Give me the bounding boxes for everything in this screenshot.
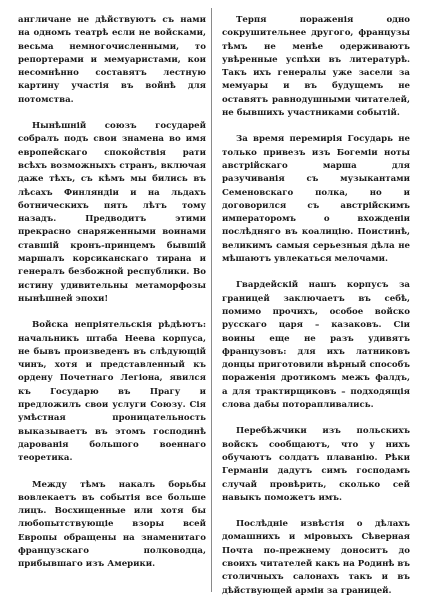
left-paragraph-3: Войска непріятельскія рѣдѣютъ: начальникъ штаба Неева корпуса, не бывъ произведенъ въ слѣдующій чинъ, хотя и представленный къ ордену Почетнаго Легіона, явился къ Государю въ Прагу и предложилъ свои услуги Союзу. Сія умѣстная проницательность выказываетъ въ этомъ господинѣ дарованія большого военнаго теоретика. bbox=[18, 320, 206, 464]
left-paragraph-2: Нынѣшній союзъ государей собралъ подъ свои знамена во имя европейскаго спокойствія рати всѣхъ возможныхъ странъ, включая даже тѣхъ, съ кѣмъ мы бились въ лѣсахъ Финляндіи и на льдахъ ботническихъ пять лѣтъ тому назадъ. Предводитъ этими прекрасно снаряженными воинами ставшій кронъ-принцемъ бывшій маршалъ корсиканскаго тирана и генералъ безбожной республики. Во истину удивительны метаморфозы нынѣшней эпохи! bbox=[18, 121, 206, 304]
left-paragraph-1: англичане не дѣйствуютъ съ нами на одномъ театрѣ если не войсками, весьма немногочисленными, то репортерами и мемуаристами, кои несомнѣнно составятъ лестную картину участія въ войнѣ для потомства. bbox=[18, 15, 206, 105]
right-paragraph-4: Перебѣжчики изъ польскихъ войскъ сообщаютъ, что у нихъ обучаютъ солдатъ плаванію. Рѣки Германіи дадутъ симъ господамъ случай провѣрить, сколько сей навыкъ поможетъ имъ. bbox=[222, 426, 410, 503]
left-paragraph-4: Между тѣмъ накалъ борьбы вовлекаетъ въ событія все больше лицъ. Восхищенные или хотя бы любопытствующіе взоры всей Европы обращены на знаменитаго французскаго полководца, прибывшаго изъ Америки. bbox=[18, 479, 206, 570]
right-paragraph-5: Послѣдніе извѣстія о дѣлахъ домашнихъ и міровыхъ Сѣверная Почта по-прежнему доноситъ до своихъ читателей какъ на Родинѣ въ столичныхъ салонахъ такъ и въ дѣйствующей арміи за границей. bbox=[222, 519, 410, 596]
right-paragraph-1: Терпя пораженія одно сокрушительнее другого, французы тѣмъ не менѣе одерживаютъ увѣренные успѣхи въ литературѣ. Такъ ихъ генералы уже засели за мемуары и въ будущемъ не оставятъ равнодушными читателей, не бывшихъ участниками событій. bbox=[222, 15, 410, 119]
left-column bbox=[18, 14, 206, 585]
right-paragraph-3: Гвардейскій нашъ корпусъ за границей заключаетъ въ себѣ, помимо прочихъ, особое войско русскаго царя – казаковъ. Сіи воины еще не разъ удивятъ французовъ: для ихъ латниковъ донцы приготовили вѣрный способъ пораженія дротикомъ межъ фалдъ, а для трактирщиковъ – подходящія слова дабы поторапливались. bbox=[222, 280, 410, 411]
column-divider bbox=[211, 8, 212, 592]
right-paragraph-2: За время перемирія Государь не только привезъ изъ Богеміи ноты австрійскаго марша для разучиванія съ музыкантами Семеновскаго полка, но и договорился съ австрійскимъ императоромъ о вхожденіи послѣдняго въ коалицію. Поистинѣ, великимъ самыя серьезныя дѣла не мѣшаютъ увлекаться мелочами. bbox=[222, 134, 410, 265]
right-column bbox=[222, 14, 410, 611]
